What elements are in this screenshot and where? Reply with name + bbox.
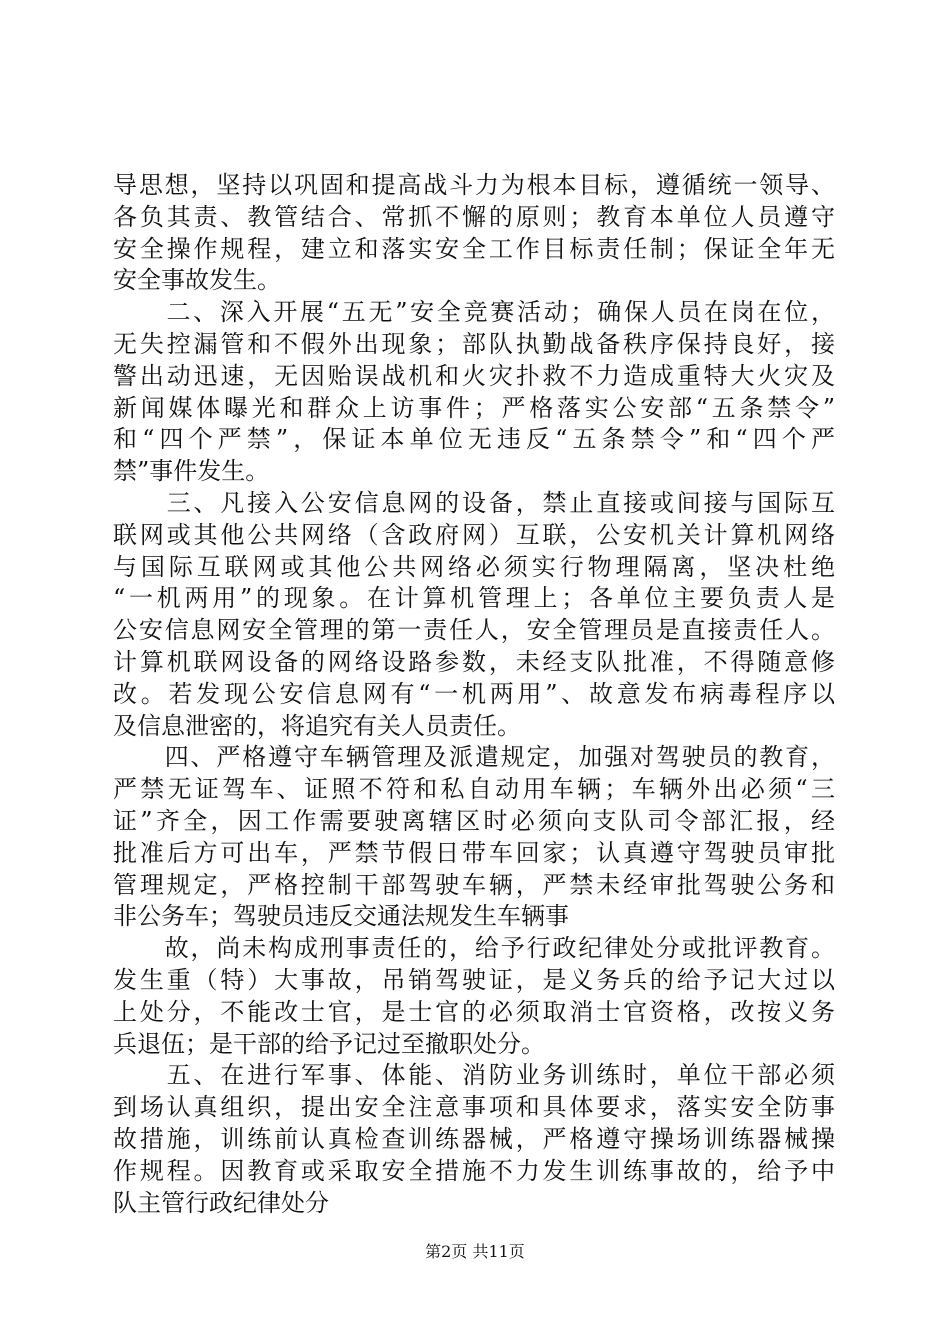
- text-line: 安全操作规程，建立和落实安全工作目标责任制；保证全年无: [113, 234, 835, 263]
- text-line: 安全事故发生。: [113, 266, 281, 295]
- text-line: 导思想，坚持以巩固和提高战斗力为根本目标，遵循统一领导、: [113, 171, 835, 199]
- document-body: [113, 170, 835, 1219]
- text-line: 二、深入开展“五无”安全竞赛活动；确保人员在岗在位，: [113, 298, 835, 327]
- text-line: 作规程。因教育或采取安全措施不力发生训练事故的，给予中: [113, 1156, 835, 1185]
- text-line: “一机两用”的现象。在计算机管理上；各单位主要负责人是: [113, 584, 835, 613]
- text-line: 警出动迅速，无因贻误战机和火灾扑救不力造成重特大火灾及: [113, 361, 835, 390]
- text-line: 各负其责、教管结合、常抓不懈的原则；教育本单位人员遵守: [113, 202, 835, 231]
- text-line: 证”齐全，因工作需要驶离辖区时必须向支队司令部汇报，经: [113, 806, 835, 835]
- text-line: 禁”事件发生。: [113, 457, 270, 486]
- text-line: 非公务车；驾驶员违反交通法规发生车辆事: [113, 902, 569, 931]
- text-line: 五、在进行军事、体能、消防业务训练时，单位干部必须: [113, 1061, 835, 1090]
- text-line: 兵退伍；是干部的给予记过至撤职处分。: [113, 1029, 545, 1058]
- text-line: 四、严格遵守车辆管理及派遣规定，加强对驾驶员的教育，: [113, 743, 835, 772]
- text-line: 上处分，不能改士官，是士官的必须取消士官资格，改按义务: [113, 997, 835, 1026]
- text-line: 故措施，训练前认真检查训练器械，严格遵守操场训练器械操: [113, 1124, 835, 1153]
- text-line: 批准后方可出车，严禁节假日带车回家；认真遵守驾驶员审批: [113, 838, 835, 867]
- text-line: 管理规定，严格控制干部驾驶车辆，严禁未经审批驾驶公务和: [113, 870, 835, 899]
- text-line: 严禁无证驾车、证照不符和私自动用车辆；车辆外出必须“三: [113, 775, 835, 804]
- text-line: 队主管行政纪律处分: [113, 1188, 329, 1217]
- text-line: 发生重（特）大事故，吊销驾驶证，是义务兵的给予记大过以: [113, 965, 835, 994]
- text-line: 及信息泄密的，将追究有关人员责任。: [113, 711, 521, 740]
- text-line: 改。若发现公安信息网有“一机两用”、故意发布病毒程序以: [113, 679, 835, 708]
- text-line: 新闻媒体曝光和群众上访事件；严格落实公安部“五条禁令”: [113, 393, 835, 422]
- text-line: 公安信息网安全管理的第一责任人，安全管理员是直接责任人。: [113, 616, 835, 645]
- text-line: 故，尚未构成刑事责任的，给予行政纪律处分或批评教育。: [113, 934, 835, 963]
- text-line: 和“四个严禁”，保证本单位无违反“五条禁令”和“四个严: [113, 425, 835, 454]
- text-line: 联网或其他公共网络（含政府网）互联，公安机关计算机网络: [113, 520, 835, 549]
- page-footer: 第2页 共11页: [425, 1242, 525, 1261]
- text-line: 三、凡接入公安信息网的设备，禁止直接或间接与国际互: [113, 488, 835, 517]
- text-line: 无失控漏管和不假外出现象；部队执勤战备秩序保持良好，接: [113, 329, 835, 358]
- text-line: 到场认真组织，提出安全注意事项和具体要求，落实安全防事: [113, 1093, 835, 1122]
- text-line: 计算机联网设备的网络设路参数，未经支队批准，不得随意修: [113, 647, 835, 676]
- text-line: 与国际互联网或其他公共网络必须实行物理隔离，坚决杜绝: [113, 552, 835, 581]
